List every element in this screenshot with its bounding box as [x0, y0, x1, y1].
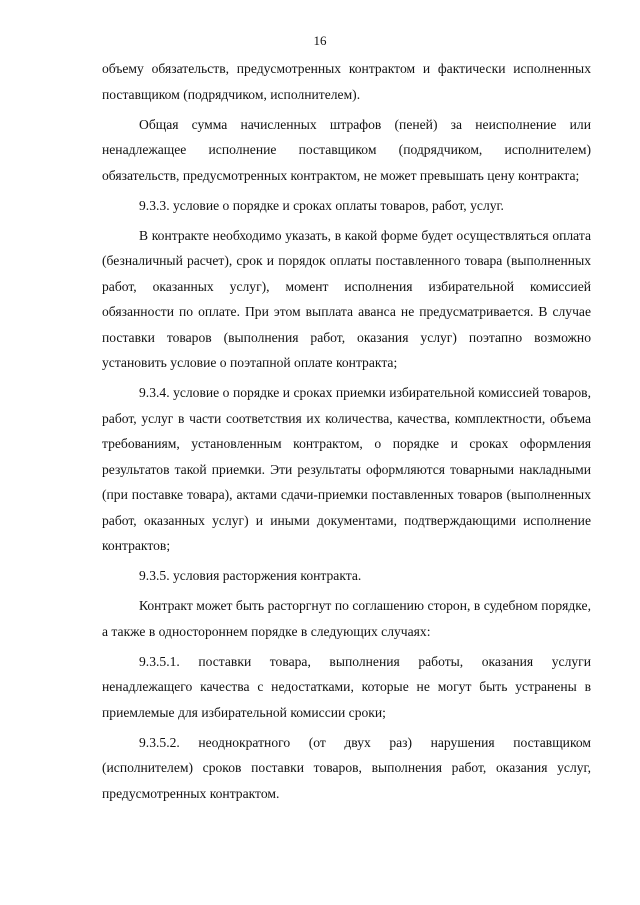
page-number: 16 — [313, 33, 327, 48]
section-heading: 9.3.4. условие о порядке и сроках приемки избирательной комиссией товаров, работ, услуг в части соответствия их количества, качества, комплектности, объема требованиям, установленным контрактом, о порядке и сроках оформления результатов такой приемки. Эти результаты оформляются товарными накладными (при поставке товара), актами сдачи-приемки поставленных товаров (выполненных работ, оказанных услуг) и иными документами, подтверждающими исполнение контрактов; — [102, 385, 591, 553]
paragraph: Общая сумма начисленных штрафов (пеней) за неисполнение или ненадлежащее исполнение поставщиком (подрядчиком, исполнителем) обязательств, предусмотренных контрактом, не может превышать цену контракта; — [102, 116, 591, 183]
list-item: 9.3.5.1. поставки товара, выполнения работы, оказания услуги ненадлежащего качества с недостатками, которые не могут быть устранены в приемлемые для избирательной комиссии сроки; — [102, 653, 591, 720]
paragraph: В контракте необходимо указать, в какой форме будет осуществляться оплата (безналичный расчет), срок и порядок оплаты поставленного товара (выполненных работ, оказанных услуг), момент исполнения избирательной комиссией обязанности по оплате. При этом выплата аванса не предусматривается. В случае поставки товаров (выполнения работ, оказания услуг) поэтапно возможно установить условие о поэтапной оплате контракта; — [102, 227, 591, 370]
section-heading: 9.3.5. условия расторжения контракта. — [139, 568, 362, 583]
paragraph: объему обязательств, предусмотренных контрактом и фактически исполненных поставщиком (подрядчиком, исполнителем). — [102, 61, 591, 102]
paragraph: Контракт может быть расторгнут по соглашению сторон, в судебном порядке, а также в одностороннем порядке в следующих случаях: — [102, 598, 591, 639]
document-body — [102, 56, 591, 811]
section-heading: 9.3.3. условие о порядке и сроках оплаты товаров, работ, услуг. — [139, 197, 504, 213]
list-item: 9.3.5.2. неоднократного (от двух раз) нарушения поставщиком (исполнителем) сроков поставки товаров, выполнения работ, оказания услуг, предусмотренных контрактом. — [102, 734, 591, 801]
